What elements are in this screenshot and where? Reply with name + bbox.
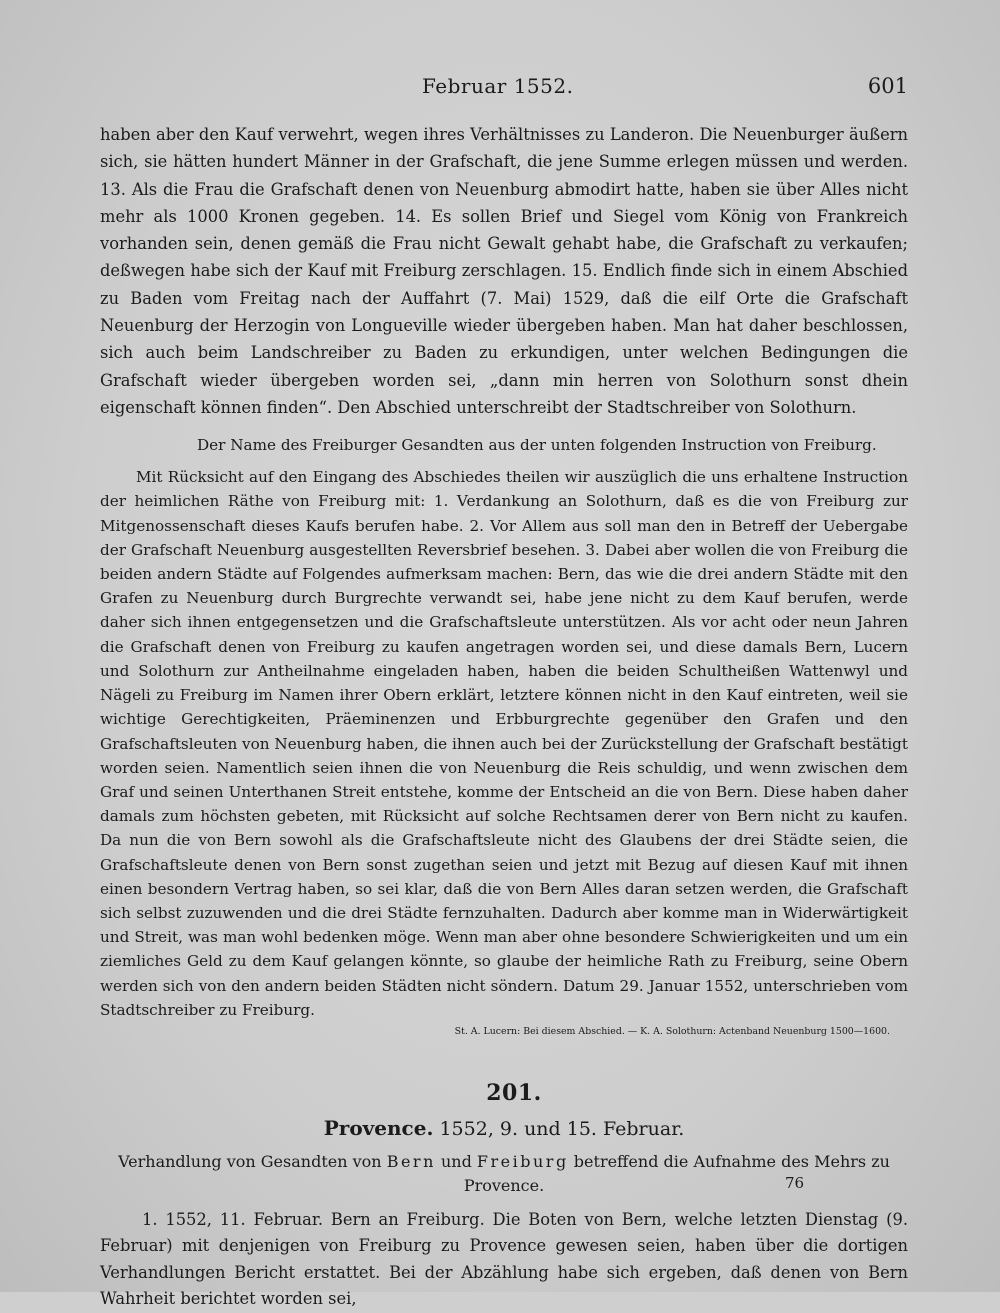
page-number: 601 [867,74,908,98]
paragraph-envoy-note: Der Name des Freiburger Gesandten aus der unten folgenden Instruction von Freiburg. [197,436,877,455]
summary-und: und [440,1151,472,1171]
document-number: 201. [486,1079,542,1106]
source-citation: St. A. Lucern: Bei diesem Abschied. — K. A. Solothurn: Actenband Neuenburg 1500—1600. [454,1025,890,1037]
paragraph-continuation: haben aber den Kauf verwehrt, wegen ihres Verhältnisses zu Landeron. Die Neuenburger äußern sich, sie hätten hundert Männer in der Grafschaft, die jene Summe erlegen müssen und werden. 13. Als die Frau die Grafschaft denen von Neuenburg abmodirt hatte, haben sie über Alles nicht mehr als 1000 Kronen gegeben. 14. Es sollen Brief und Siegel vom König von Frankreich vorhanden sein, denen gemäß die Frau nicht Gewalt gehabt habe, die Grafschaft zu verkaufen; deßwegen habe sich der Kauf mit Freiburg zerschlagen. 15. Endlich finde sich in einem Abschied zu Baden vom Freitag nach der Auffahrt (7. Mai) 1529, daß die eilf Orte die Grafschaft Neuenburg der Herzogin von Longueville wieder übergeben haben. Man hat daher beschlossen, sich auch beim Landschreiber zu Baden zu erkundigen, unter welchen Bedingungen die Grafschaft wieder übergeben worden sei, „dann min herren von Solothurn sonst dhein eigenschaft können finden“. Den Abschied unterschreibt der Stadtschreiber von Solothurn. [100,125,908,417]
summary-freiburg: Freiburg [476,1151,569,1171]
running-head: Februar 1552. [422,74,574,98]
signature-mark: 76 [785,1174,805,1192]
page-header [100,74,908,104]
document-date: 1552, 9. und 15. Februar. [439,1117,685,1140]
summary-bern: Bern [386,1151,436,1171]
paragraph-letter: 1. 1552, 11. Februar. Bern an Freiburg. Die Boten von Bern, welche letzten Dienstag (9. Februar) mit denjenigen von Freiburg zu Provence gewesen seien, haben über die dortigen Verhandlungen Bericht erstattet. Bei der Abzählung habe sich ergeben, daß denen von Bern Wahrheit berichtet worden sei, [100,1209,908,1309]
summary-start: Verhandlung von Gesandten von [118,1151,382,1171]
summary-end: betreffend die Aufnahme des Mehrs zu Provence. [463,1151,890,1195]
body-text [100,121,908,1313]
paragraph-instruction: Mit Rücksicht auf den Eingang des Abschiedes theilen wir auszüglich die uns erhaltene Instruction der heimlichen Räthe von Freiburg mit: 1. Verdankung an Solothurn, daß es die von Freiburg zur Mitgenossenschaft dieses Kaufs berufen habe. 2. Vor Allem aus soll man den in Betreff der Uebergabe der Grafschaft Neuenburg ausgestellten Reversbrief besehen. 3. Dabei aber wollen die von Freiburg die beiden andern Städte auf Folgendes aufmerksam machen: Bern, das wie die drei andern Städte mit den Grafen zu Neuenburg durch Burgrechte verwandt sei, habe jene nicht zu dem Kauf berufen, werde daher sich ihnen entgegensetzen und die Grafschaftsleute unterstützen. Als vor acht oder neun Jahren die Grafschaft denen von Freiburg zu kaufen angetragen worden sei, und diese damals Bern, Lucern und Solothurn zur Antheilnahme eingeladen haben, haben die beiden Schultheißen Wattenwyl und Nägeli zu Freiburg im Namen ihrer Obern erklärt, letztere können nicht in den Kauf eintreten, weil sie wichtige Gerechtigkeiten, Präeminenzen und Erbburgrechte gegenüber den Grafen und den Grafschaftsleuten von Neuenburg haben, die ihnen auch bei der Zurückstellung der Grafschaft bestätigt worden seien. Namentlich seien ihnen die von Neuenburg die Reis schuldig, und wenn zwischen dem Graf und seinen Unterthanen Streit entstehe, komme der Entscheid an die von Bern. Diese haben daher damals zum höchsten gebeten, mit Rücksicht auf solche Rechtsamen derer von Bern nicht zu kaufen. Da nun die von Bern sowohl als die Grafschaftsleute nicht des Glaubens der drei Städte seien, die Grafschaftsleute denen von Bern sonst zugethan seien und jetzt mit Bezug auf diesen Kauf mit ihnen einen besondern Vertrag haben, so sei klar, daß die von Bern Alles daran setzen werden, die Grafschaft sich selbst zuzuwenden und die drei Städte fernzuhalten. Dadurch aber komme man in Widerwärtigkeit und Streit, was man wohl bedenken möge. Wenn man aber ohne besondere Schwierigkeiten und um ein ziemliches Geld zu dem Kauf gelangen könnte, so glaube der heimliche Rath zu Freiburg, seine Obern werden sich von den andern beiden Städten nicht söndern. Datum 29. Januar 1552, unterschrieben vom Stadtschreiber zu Freiburg. [100,468,908,1019]
document-heading [100,1116,908,1140]
document-place: Provence. [323,1115,434,1140]
